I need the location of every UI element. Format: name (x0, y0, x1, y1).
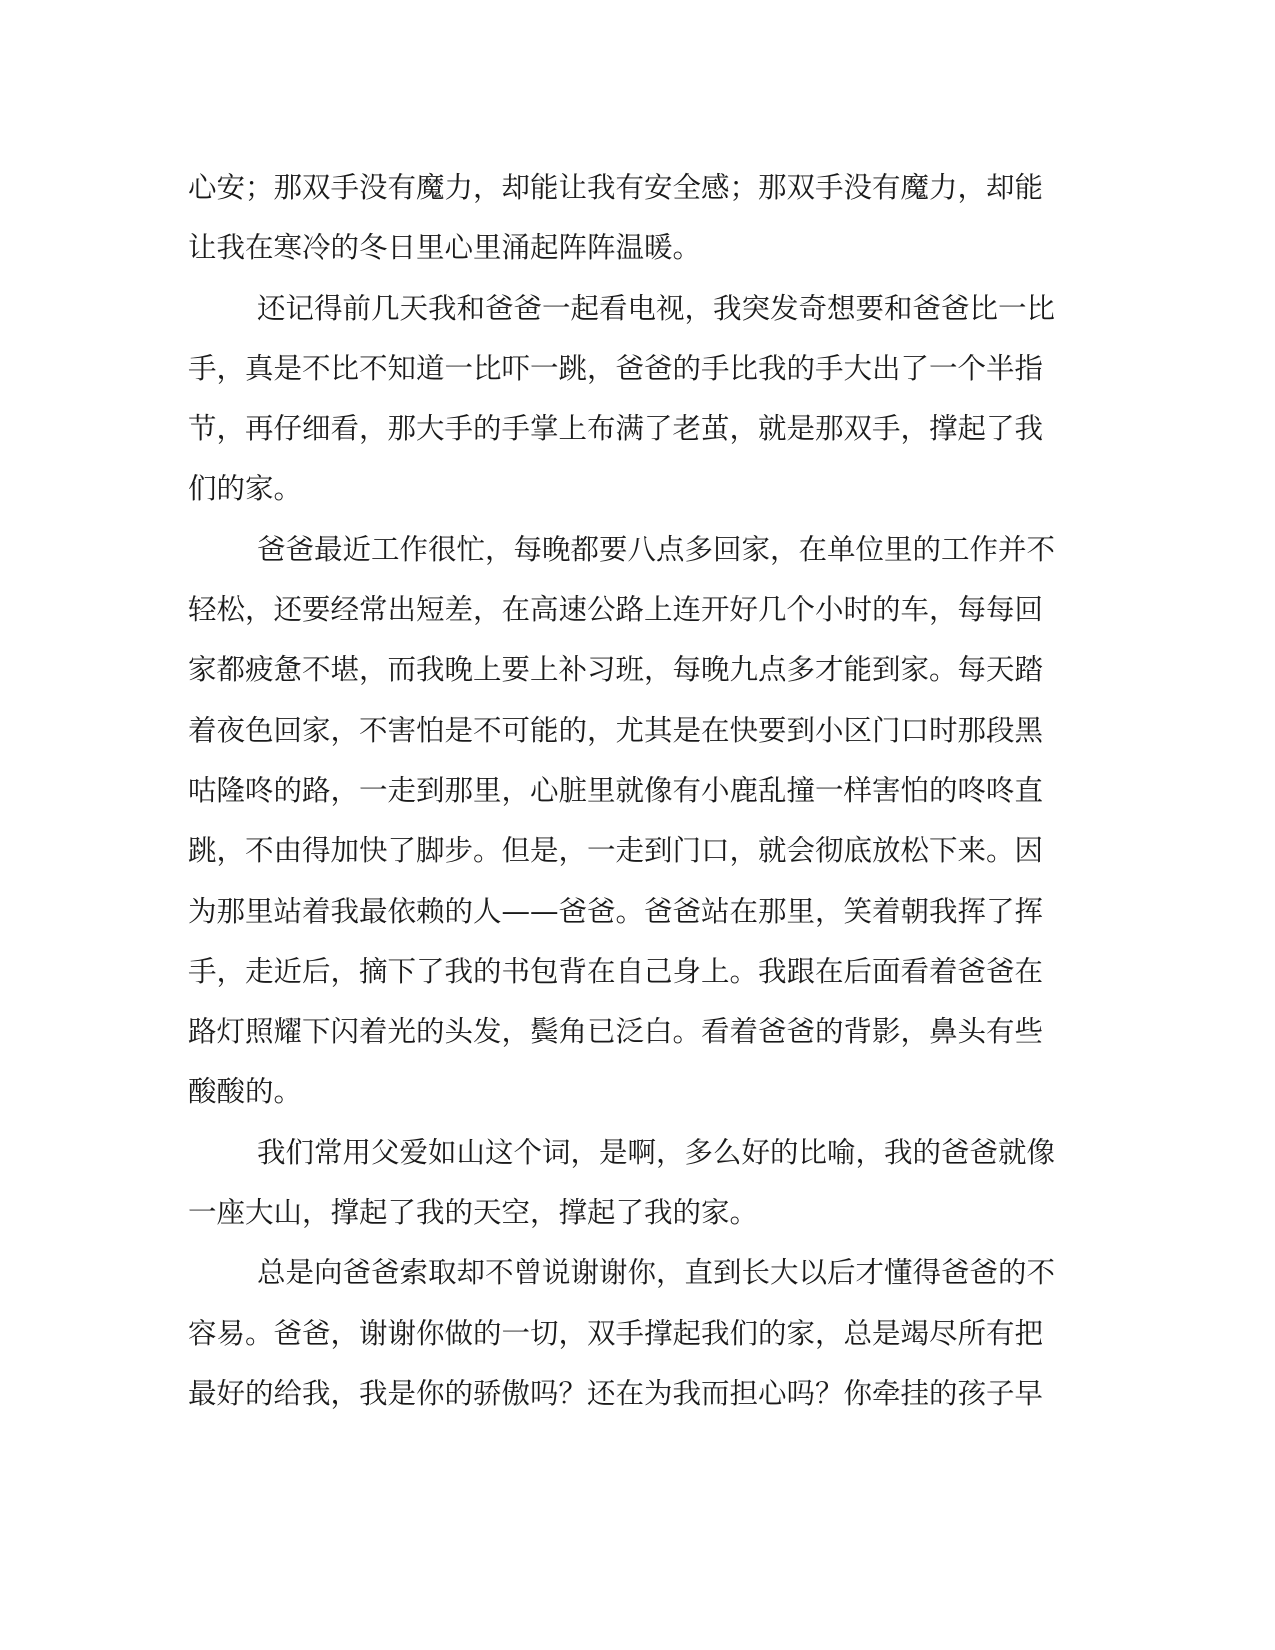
text-line: 跳，不由得加快了脚步。但是，一走到门口，就会彻底放松下来。因 (188, 834, 1044, 868)
text-line: 酸酸的。 (188, 1075, 303, 1109)
text-line: 家都疲惫不堪，而我晚上要上补习班，每晚九点多才能到家。每天踏 (188, 653, 1044, 687)
text-line: 让我在寒冷的冬日里心里涌起阵阵温暖。 (188, 231, 702, 265)
text-line: 们的家。 (188, 472, 303, 506)
text-line: 手，走近后，摘下了我的书包背在自己身上。我跟在后面看着爸爸在 (188, 954, 1044, 988)
paragraph-first-line: 我们常用父爱如山这个词，是啊，多么好的比喻，我的爸爸就像 (257, 1135, 1056, 1169)
text-line: 容易。爸爸，谢谢你做的一切，双手撑起我们的家，总是竭尽所有把 (188, 1316, 1044, 1350)
paragraph-first-line: 还记得前几天我和爸爸一起看电视，我突发奇想要和爸爸比一比 (257, 291, 1056, 325)
text-line: 最好的给我，我是你的骄傲吗？还在为我而担心吗？你牵挂的孩子早 (188, 1376, 1044, 1410)
text-line: 着夜色回家，不害怕是不可能的，尤其是在快要到小区门口时那段黑 (188, 713, 1044, 747)
text-line: 为那里站着我最依赖的人——爸爸。爸爸站在那里，笑着朝我挥了挥 (188, 894, 1044, 928)
text-line: 一座大山，撑起了我的天空，撑起了我的家。 (188, 1196, 759, 1230)
text-line: 节，再仔细看，那大手的手掌上布满了老茧，就是那双手，撑起了我 (188, 412, 1044, 446)
text-line: 心安；那双手没有魔力，却能让我有安全感；那双手没有魔力，却能 (188, 171, 1044, 204)
paragraph-first-line: 总是向爸爸索取却不曾说谢谢你，直到长大以后才懂得爸爸的不 (257, 1256, 1056, 1290)
paragraph-first-line: 爸爸最近工作很忙，每晚都要八点多回家，在单位里的工作并不 (257, 532, 1056, 566)
text-line: 咕隆咚的路，一走到那里，心脏里就像有小鹿乱撞一样害怕的咚咚直 (188, 773, 1044, 807)
text-line: 手，真是不比不知道一比吓一跳，爸爸的手比我的手大出了一个半指 (188, 351, 1044, 385)
text-line: 路灯照耀下闪着光的头发，鬓角已泛白。看着爸爸的背影，鼻头有些 (188, 1015, 1044, 1049)
text-line: 轻松，还要经常出短差，在高速公路上连开好几个小时的车，每每回 (188, 593, 1044, 627)
body-text (188, 158, 1076, 1424)
